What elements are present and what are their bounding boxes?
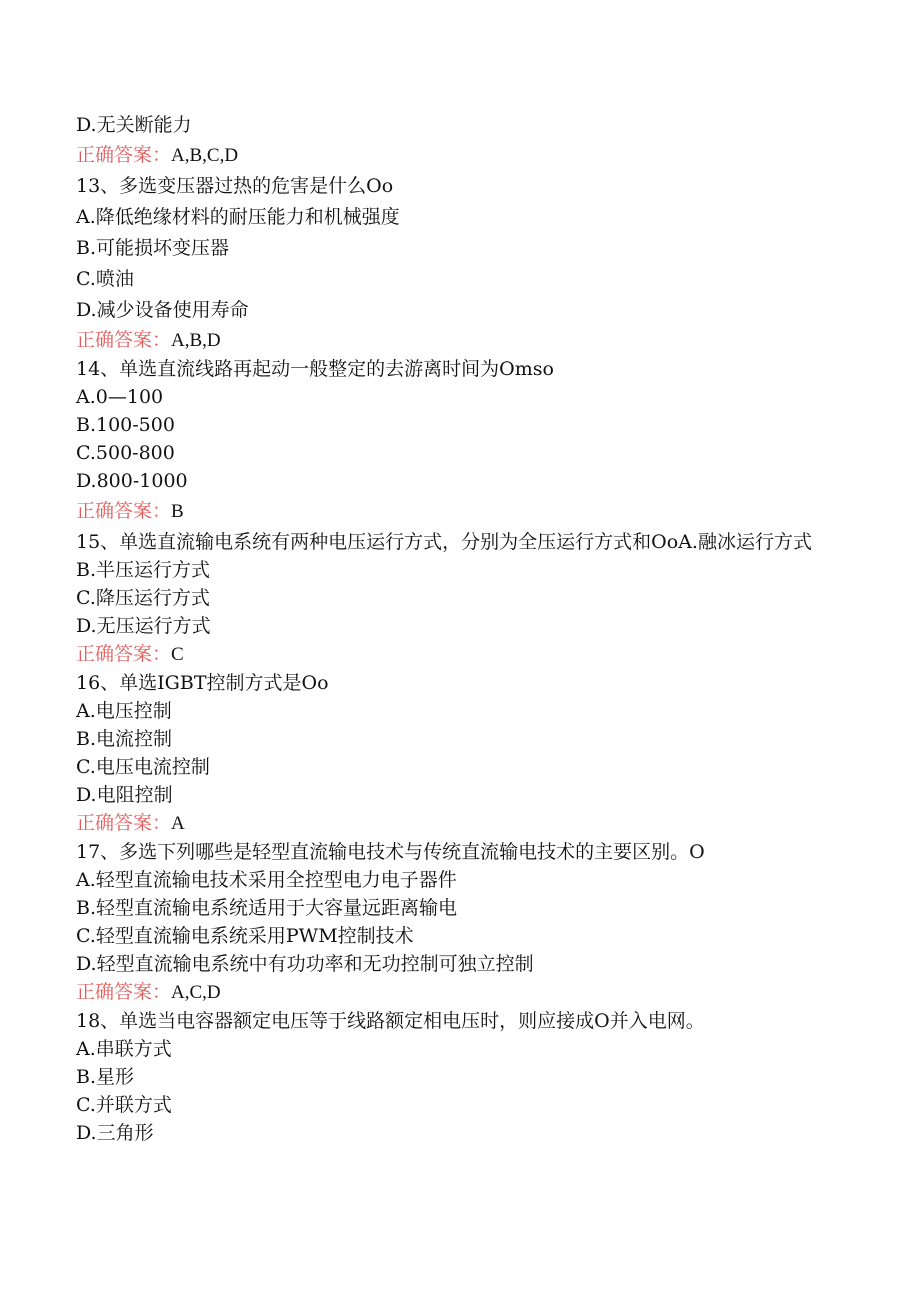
answer-value: C bbox=[171, 644, 184, 665]
option-text: B.星形 bbox=[76, 1066, 135, 1088]
option-text: A.降低绝缘材料的耐压能力和机械强度 bbox=[76, 206, 400, 228]
option-text: D.无压运行方式 bbox=[76, 615, 211, 637]
answer-value: A bbox=[171, 813, 185, 834]
option-text: C.并联方式 bbox=[76, 1094, 172, 1116]
option-text: D.800-1000 bbox=[76, 470, 188, 492]
option-text: D.无关断能力 bbox=[76, 114, 192, 136]
option-text: B.可能损坏变压器 bbox=[76, 237, 230, 259]
question-title: 17、多选下列哪些是轻型直流输电技术与传统直流输电技术的主要区别。O bbox=[76, 841, 705, 863]
correct-answer bbox=[76, 495, 846, 528]
question-title: 13、多选变压器过热的危害是什么Oo bbox=[76, 175, 394, 197]
option-text: D.电阻控制 bbox=[76, 784, 173, 806]
option-text: C.电压电流控制 bbox=[76, 756, 210, 778]
correct-answer bbox=[76, 326, 846, 355]
answer-label: 正确答案： bbox=[76, 812, 172, 834]
correct-answer bbox=[76, 978, 846, 1007]
option-text: A.电压控制 bbox=[76, 700, 172, 722]
answer-label: 正确答案： bbox=[76, 144, 172, 166]
option-text: D.轻型直流输电系统中有功功率和无功控制可独立控制 bbox=[76, 953, 534, 975]
option-text: A.串联方式 bbox=[76, 1038, 172, 1060]
answer-label: 正确答案： bbox=[76, 981, 172, 1003]
answer-value: A,B,C,D bbox=[171, 145, 239, 166]
option-text: D.三角形 bbox=[76, 1122, 154, 1144]
correct-answer bbox=[76, 141, 846, 170]
question-title: 16、单选IGBT控制方式是Oo bbox=[76, 672, 329, 694]
question-title: 15、单选直流输电系统有两种电压运行方式，分别为全压运行方式和OoA.融冰运行方式 bbox=[76, 531, 812, 553]
option-text: A.0—100 bbox=[76, 386, 164, 408]
option-text: B.电流控制 bbox=[76, 728, 173, 750]
answer-label: 正确答案： bbox=[76, 329, 172, 351]
correct-answer bbox=[76, 640, 846, 669]
correct-answer bbox=[76, 809, 846, 838]
option-text: B.轻型直流输电系统适用于大容量远距离输电 bbox=[76, 897, 458, 919]
option-text: C.轻型直流输电系统采用PWM控制技术 bbox=[76, 925, 414, 947]
answer-label: 正确答案： bbox=[76, 500, 172, 522]
question-title: 14、单选直流线路再起动一般整定的去游离时间为Omso bbox=[76, 358, 554, 380]
document-page bbox=[76, 110, 846, 1147]
answer-value: B bbox=[171, 501, 184, 522]
answer-value: A,C,D bbox=[171, 982, 221, 1003]
option-text: C.降压运行方式 bbox=[76, 587, 210, 609]
question-title: 18、单选当电容器额定电压等于线路额定相电压时，则应接成O并入电网。 bbox=[76, 1010, 705, 1032]
option-text: B.半压运行方式 bbox=[76, 559, 211, 581]
option-text: C.喷油 bbox=[76, 268, 134, 290]
answer-value: A,B,D bbox=[171, 330, 221, 351]
option-text: A.轻型直流输电技术采用全控型电力电子器件 bbox=[76, 869, 457, 891]
option-text: D.减少设备使用寿命 bbox=[76, 299, 249, 321]
option-text: C.500-800 bbox=[76, 442, 175, 464]
answer-label: 正确答案： bbox=[76, 643, 172, 665]
option-text: B.100-500 bbox=[76, 414, 175, 436]
